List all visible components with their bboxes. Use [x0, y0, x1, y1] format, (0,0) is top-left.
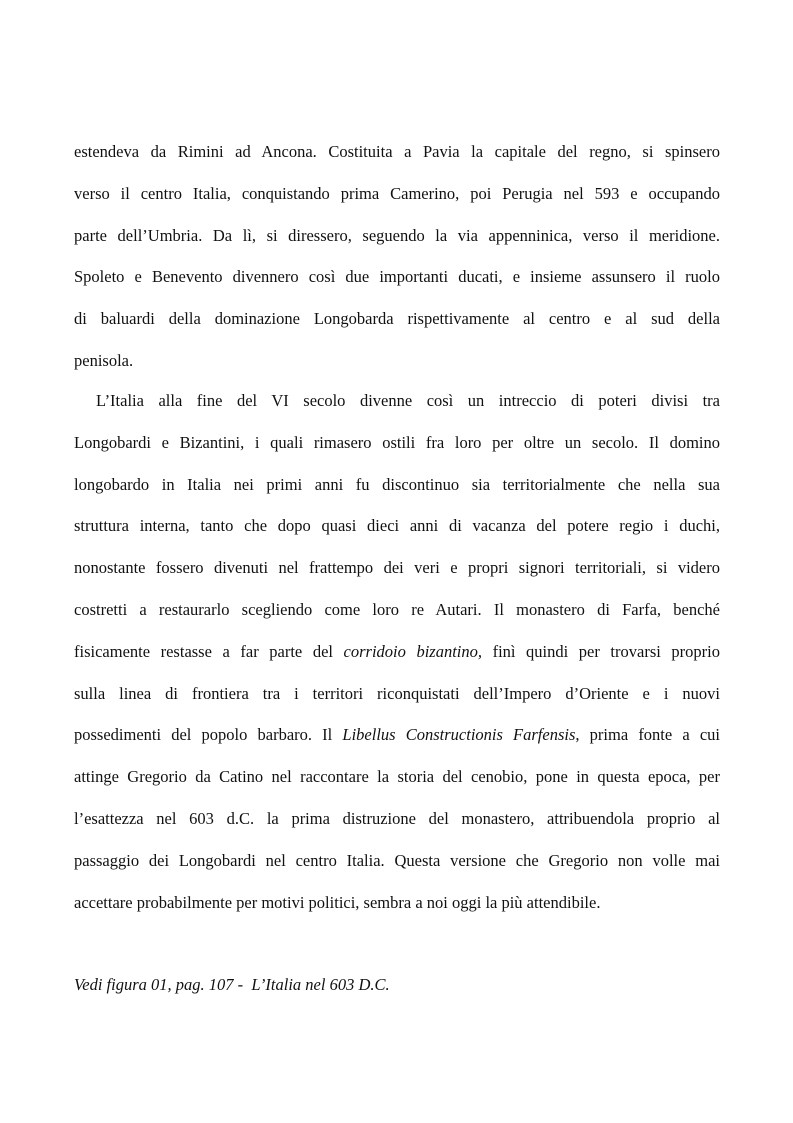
text-line: costretti a restaurarlo scegliendo come loro re Autari. Il monastero di Farfa, benché	[74, 599, 720, 619]
text-segment: fisicamente restasse a far parte del	[74, 641, 344, 661]
text-line: verso il centro Italia, conquistando prima Camerino, poi Perugia nel 593 e occupando	[74, 183, 720, 203]
text-line: longobardo in Italia nei primi anni fu discontinuo sia territorialmente che nella sua	[74, 474, 720, 494]
text-line: Longobardi e Bizantini, i quali rimasero ostili fra loro per oltre un secolo. Il domino	[74, 432, 720, 452]
text-line: Spoleto e Benevento divennero così due importanti ducati, e insieme assunsero il ruolo	[74, 267, 720, 287]
text-line: passaggio dei Longobardi nel centro Italia. Questa versione che Gregorio non volle mai	[74, 850, 720, 870]
text-segment: finì quindi per trovarsi proprio	[482, 641, 720, 661]
text-line: estendeva da Rimini ad Ancona. Costituita a Pavia la capitale del regno, si spinsero	[74, 142, 720, 161]
italic-title: Libellus Constructionis Farfensis	[342, 725, 576, 745]
paragraph-2	[74, 380, 720, 923]
paragraph-1	[74, 131, 720, 382]
text-segment: , prima fonte a cui	[575, 725, 720, 745]
text-line: l’esattezza nel 603 d.C. la prima distruzione del monastero, attribuendola proprio al	[74, 808, 720, 828]
text-line: di baluardi della dominazione Longobarda rispettivamente al centro e al sud della	[74, 309, 720, 329]
text-line: L’Italia alla fine del VI secolo divenne così un intreccio di poteri divisi tra	[96, 391, 720, 410]
italic-term: corridoio bizantino,	[343, 641, 482, 661]
text-line: struttura interna, tanto che dopo quasi dieci anni di vacanza del potere regio i duchi,	[74, 516, 720, 536]
text-line: sulla linea di frontiera tra i territori riconquistati dell’Impero d’Oriente e i nuovi	[74, 683, 720, 703]
text-line: nonostante fossero divenuti nel frattempo dei veri e propri signori territoriali, si videro	[74, 558, 720, 578]
text-line: attinge Gregorio da Catino nel raccontare la storia del cenobio, pone in questa epoca, per	[74, 767, 720, 787]
text-line	[74, 631, 720, 673]
text-segment: possedimenti del popolo barbaro. Il	[74, 725, 343, 745]
text-line	[74, 714, 720, 756]
text-line: parte dell’Umbria. Da lì, si diressero, seguendo la via appenninica, verso il meridione.	[74, 225, 720, 245]
text-line: penisola.	[74, 350, 134, 370]
figure-reference-note: Vedi figura 01, pag. 107 - L’Italia nel 603 D.C.	[74, 975, 390, 994]
text-line: accettare probabilmente per motivi politici, sembra a noi oggi la più attendibile.	[74, 892, 601, 912]
